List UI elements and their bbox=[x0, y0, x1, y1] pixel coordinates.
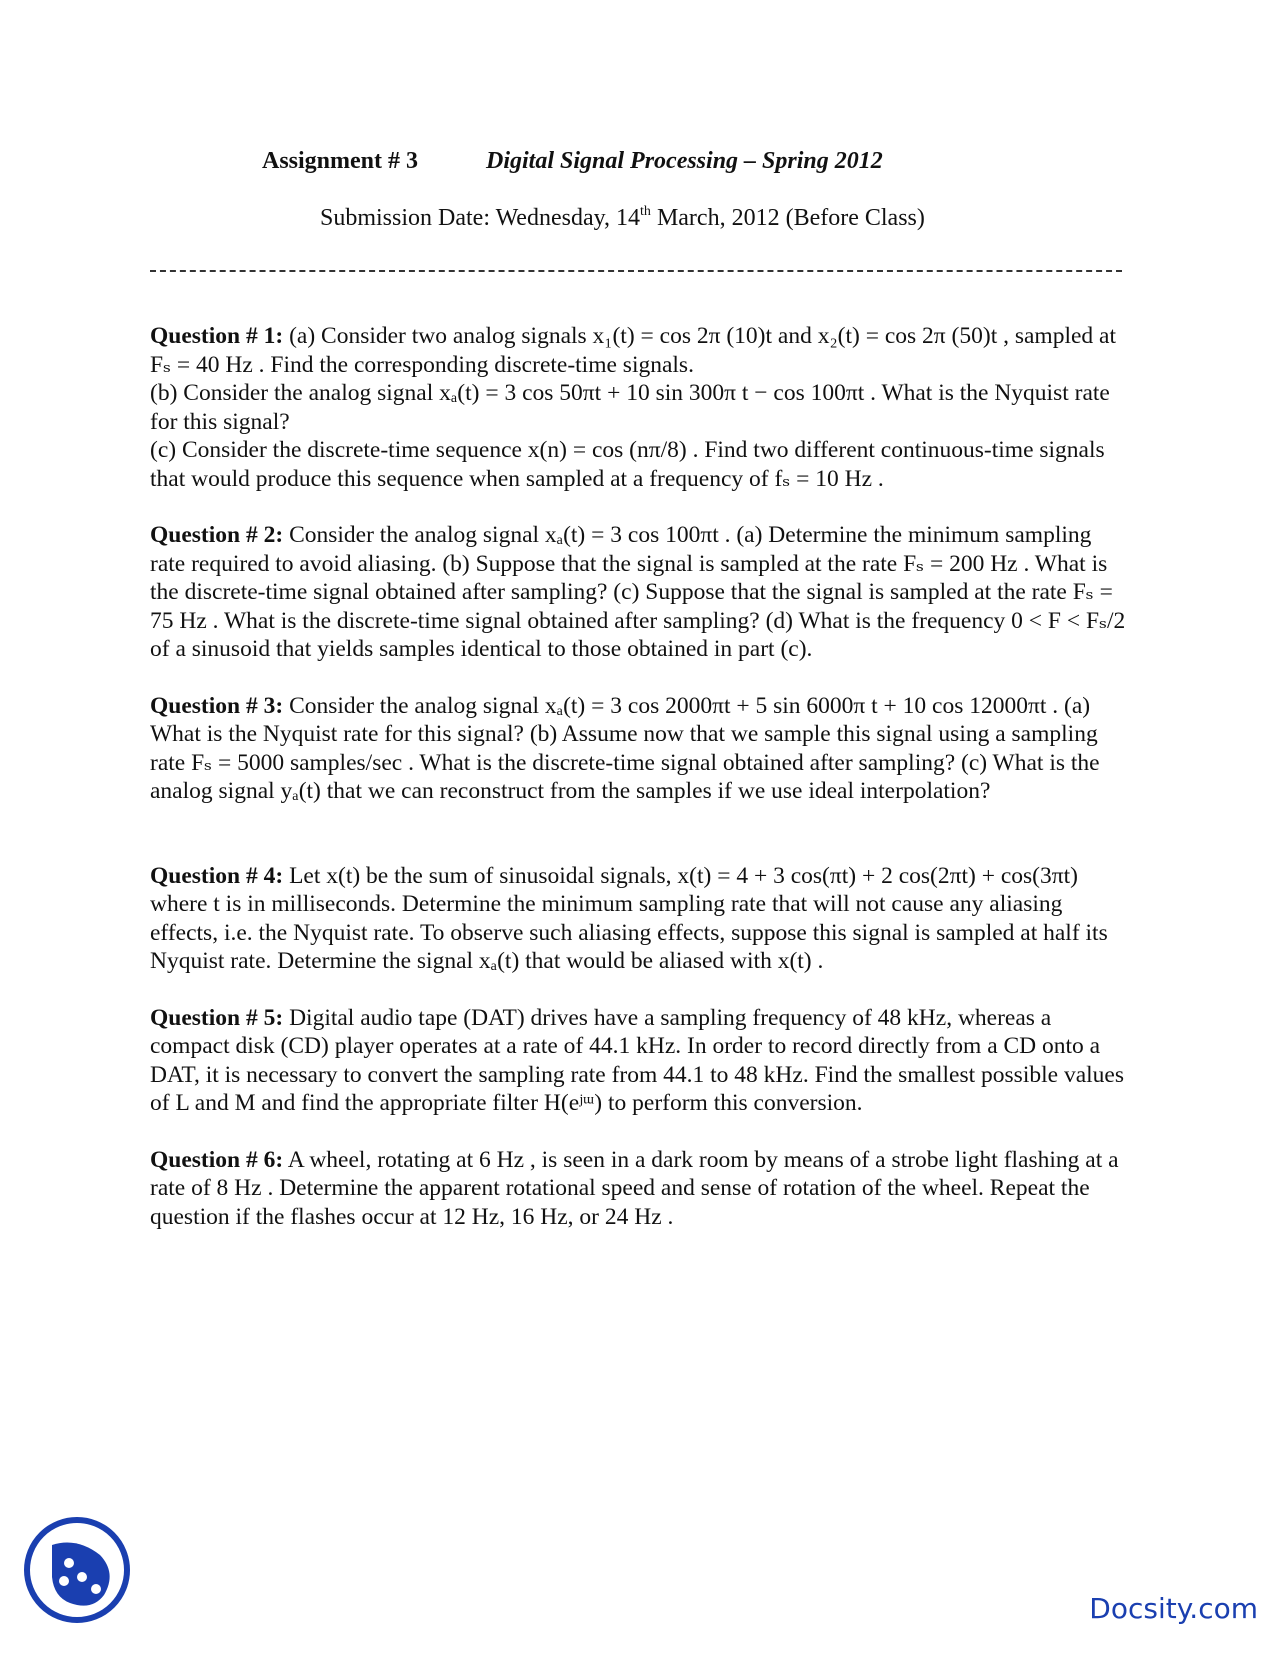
question-5 bbox=[150, 1004, 1130, 1118]
question-part: Let x(t) be the sum of sinusoidal signals, x(t) = 4 + 3 cos(πt) + 2 cos(2πt) + cos(3πt) where t is in milliseconds. Determine the minimum sampling rate that will not cause any aliasing effects, i.e. the Nyquist rate. To observe such aliasing effects, suppose this signal is sampled at half its Nyquist rate. Determine the signal xₐ(t) that would be aliased with x(t) . bbox=[150, 862, 1108, 974]
question-1 bbox=[150, 322, 1130, 493]
question-2 bbox=[150, 521, 1130, 664]
assignment-number: Assignment # 3 bbox=[262, 148, 419, 174]
submission-suffix: March, 2012 (Before Class) bbox=[650, 205, 925, 231]
submission-sup: th bbox=[640, 204, 651, 219]
question-label: Question # 5: bbox=[150, 1004, 284, 1031]
docsity-logo-icon[interactable] bbox=[22, 1515, 132, 1625]
docsity-link[interactable]: Docsity.com bbox=[1089, 1592, 1258, 1625]
question-6 bbox=[150, 1146, 1130, 1232]
submission-prefix: Submission Date: Wednesday, 14 bbox=[320, 205, 641, 231]
question-label: Question # 6: bbox=[150, 1146, 284, 1173]
question-part: Digital audio tape (DAT) drives have a sampling frequency of 48 kHz, whereas a compact disk (CD) player operates at a rate of 44.1 kHz. In order to record directly from a CD onto a DAT, it is necessary to convert the sampling rate from 44.1 to 48 kHz. Find the smallest possible values of L and M and find the appropriate filter H(eʲᵚ) to perform this conversion. bbox=[150, 1004, 1124, 1116]
question-label: Question # 2: bbox=[150, 522, 284, 548]
question-part: (a) Consider two analog signals x₁(t) = cos 2π (10)t and x₂(t) = cos 2π (50)t , sampled at Fₛ = 40 Hz . Find the corresponding discrete-time signals. bbox=[150, 323, 1116, 378]
question-label: Question # 4: bbox=[150, 862, 284, 889]
question-part: (b) Consider the analog signal xₐ(t) = 3 cos 50πt + 10 sin 300π t − cos 100πt . What is the Nyquist rate for this signal? bbox=[150, 380, 1110, 435]
dashed-divider bbox=[150, 270, 1122, 272]
course-title: Digital Signal Processing – Spring 2012 bbox=[486, 148, 883, 174]
question-list bbox=[150, 322, 1130, 1259]
question-part: A wheel, rotating at 6 Hz , is seen in a dark room by means of a strobe light flashing at a rate of 8 Hz . Determine the apparent rotational speed and sense of rotation of the wheel. Repeat the question if the flashes occur at 12 Hz, 16 Hz, or 24 Hz . bbox=[150, 1146, 1119, 1230]
question-label: Question # 3: bbox=[150, 692, 284, 719]
question-part: (c) Consider the discrete-time sequence x(n) = cos (nπ/8) . Find two different continuous-time signals that would produce this sequence when sampled at a frequency of fₛ = 10 Hz . bbox=[150, 437, 1105, 492]
question-3 bbox=[150, 692, 1130, 806]
question-part: Consider the analog signal xₐ(t) = 3 cos 2000πt + 5 sin 6000π t + 10 cos 12000πt . (a) What is the Nyquist rate for this signal? (b) Assume now that we sample this signal using a sampling rate Fₛ = 5000 samples/sec . What is the discrete-time signal obtained after sampling? (c) What is the analog signal yₐ(t) that we can reconstruct from the samples if we use ideal interpolation? bbox=[150, 692, 1100, 804]
question-part: Consider the analog signal xₐ(t) = 3 cos 100πt . (a) Determine the minimum sampling rate required to avoid aliasing. (b) Suppose that the signal is sampled at the rate Fₛ = 200 Hz . What is the discrete-time signal obtained after sampling? (c) Suppose that the signal is sampled at the rate Fₛ = 75 Hz . What is the discrete-time signal obtained after sampling? (d) What is the frequency 0 < F < Fₛ/2 of a sinusoid that yields samples identical to those obtained in part (c). bbox=[150, 522, 1126, 662]
question-label: Question # 1: bbox=[150, 323, 284, 349]
question-4 bbox=[150, 862, 1130, 976]
